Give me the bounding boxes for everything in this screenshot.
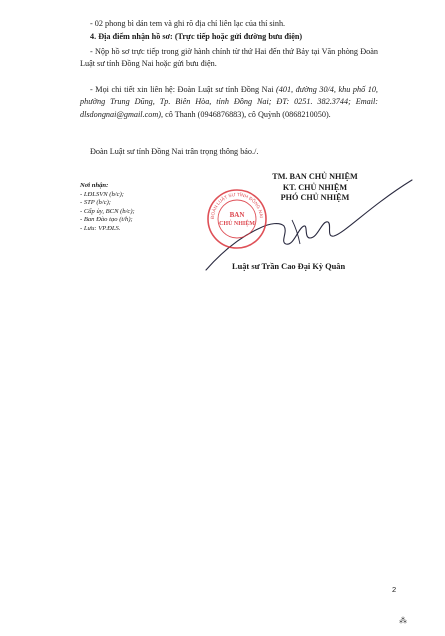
signature-title-line-2: KT. CHỦ NHIỆM <box>282 182 348 192</box>
signature-title-line-1: TM. BAN CHỦ NHIỆM <box>272 172 358 181</box>
stamp-ring-text: ĐOÀN LUẬT SƯ TỈNH ĐỒNG NAI <box>209 191 264 220</box>
recipients-heading: Nơi nhận: <box>80 182 109 189</box>
recipients-block <box>80 182 135 234</box>
recipient-item: - Ban Đào tạo (t/h); <box>80 216 133 224</box>
envelope-requirement-line: - 02 phong bì dán tem và ghi rõ địa chỉ liên lạc của thí sinh. <box>90 19 286 28</box>
signature-title-line-3: PHÓ CHỦ NHIỆM <box>280 193 350 202</box>
signer-name: Luật sư Trần Cao Đại Kỳ Quân <box>232 262 346 271</box>
page-number: 2 <box>392 585 397 594</box>
contact-persons: , cô Thanh (0946876883), cô Quỳnh (0868210050). <box>161 109 331 119</box>
stamp-center-text-2: CHỦ NHIỆM <box>219 221 255 227</box>
section-4-heading: 4. Địa điểm nhận hồ sơ: (Trực tiếp hoặc gửi đường bưu điện) <box>90 32 303 41</box>
contact-paragraph <box>80 84 378 121</box>
contact-prefix: - Mọi chi tiết xin liên hệ: Đoàn Luật sư tỉnh Đồng Nai <box>90 85 277 94</box>
stamp-center-text-1: BAN <box>229 211 245 219</box>
contact-address: (401, đường 30/4, khu phố 10, phường Trung Dũng, Tp. Biên Hòa, tỉnh Đồng Nai; ĐT: 0251. 382.3744; Email: dlsdongnai@gmail.com) <box>80 85 378 119</box>
recipient-item: - LĐLSVN (b/c); <box>80 190 124 198</box>
recipient-item: - Cấp ủy, BCN (b/c); <box>80 207 135 215</box>
closing-sentence: Đoàn Luật sư tỉnh Đồng Nai trân trọng thông báo./. <box>90 147 259 156</box>
recipient-item: - STP (b/c); <box>80 199 112 207</box>
official-red-stamp <box>206 188 268 250</box>
submission-paragraph: - Nộp hồ sơ trực tiếp trong giờ hành chính từ thứ Hai đến thứ Bảy tại Văn phòng Đoàn Luật sư tỉnh Đồng Nai hoặc gửi bưu điện. <box>80 47 378 69</box>
recipient-item: - Lưu: VP.ĐLS. <box>80 224 121 232</box>
corner-mark: ⁂ <box>399 616 407 625</box>
